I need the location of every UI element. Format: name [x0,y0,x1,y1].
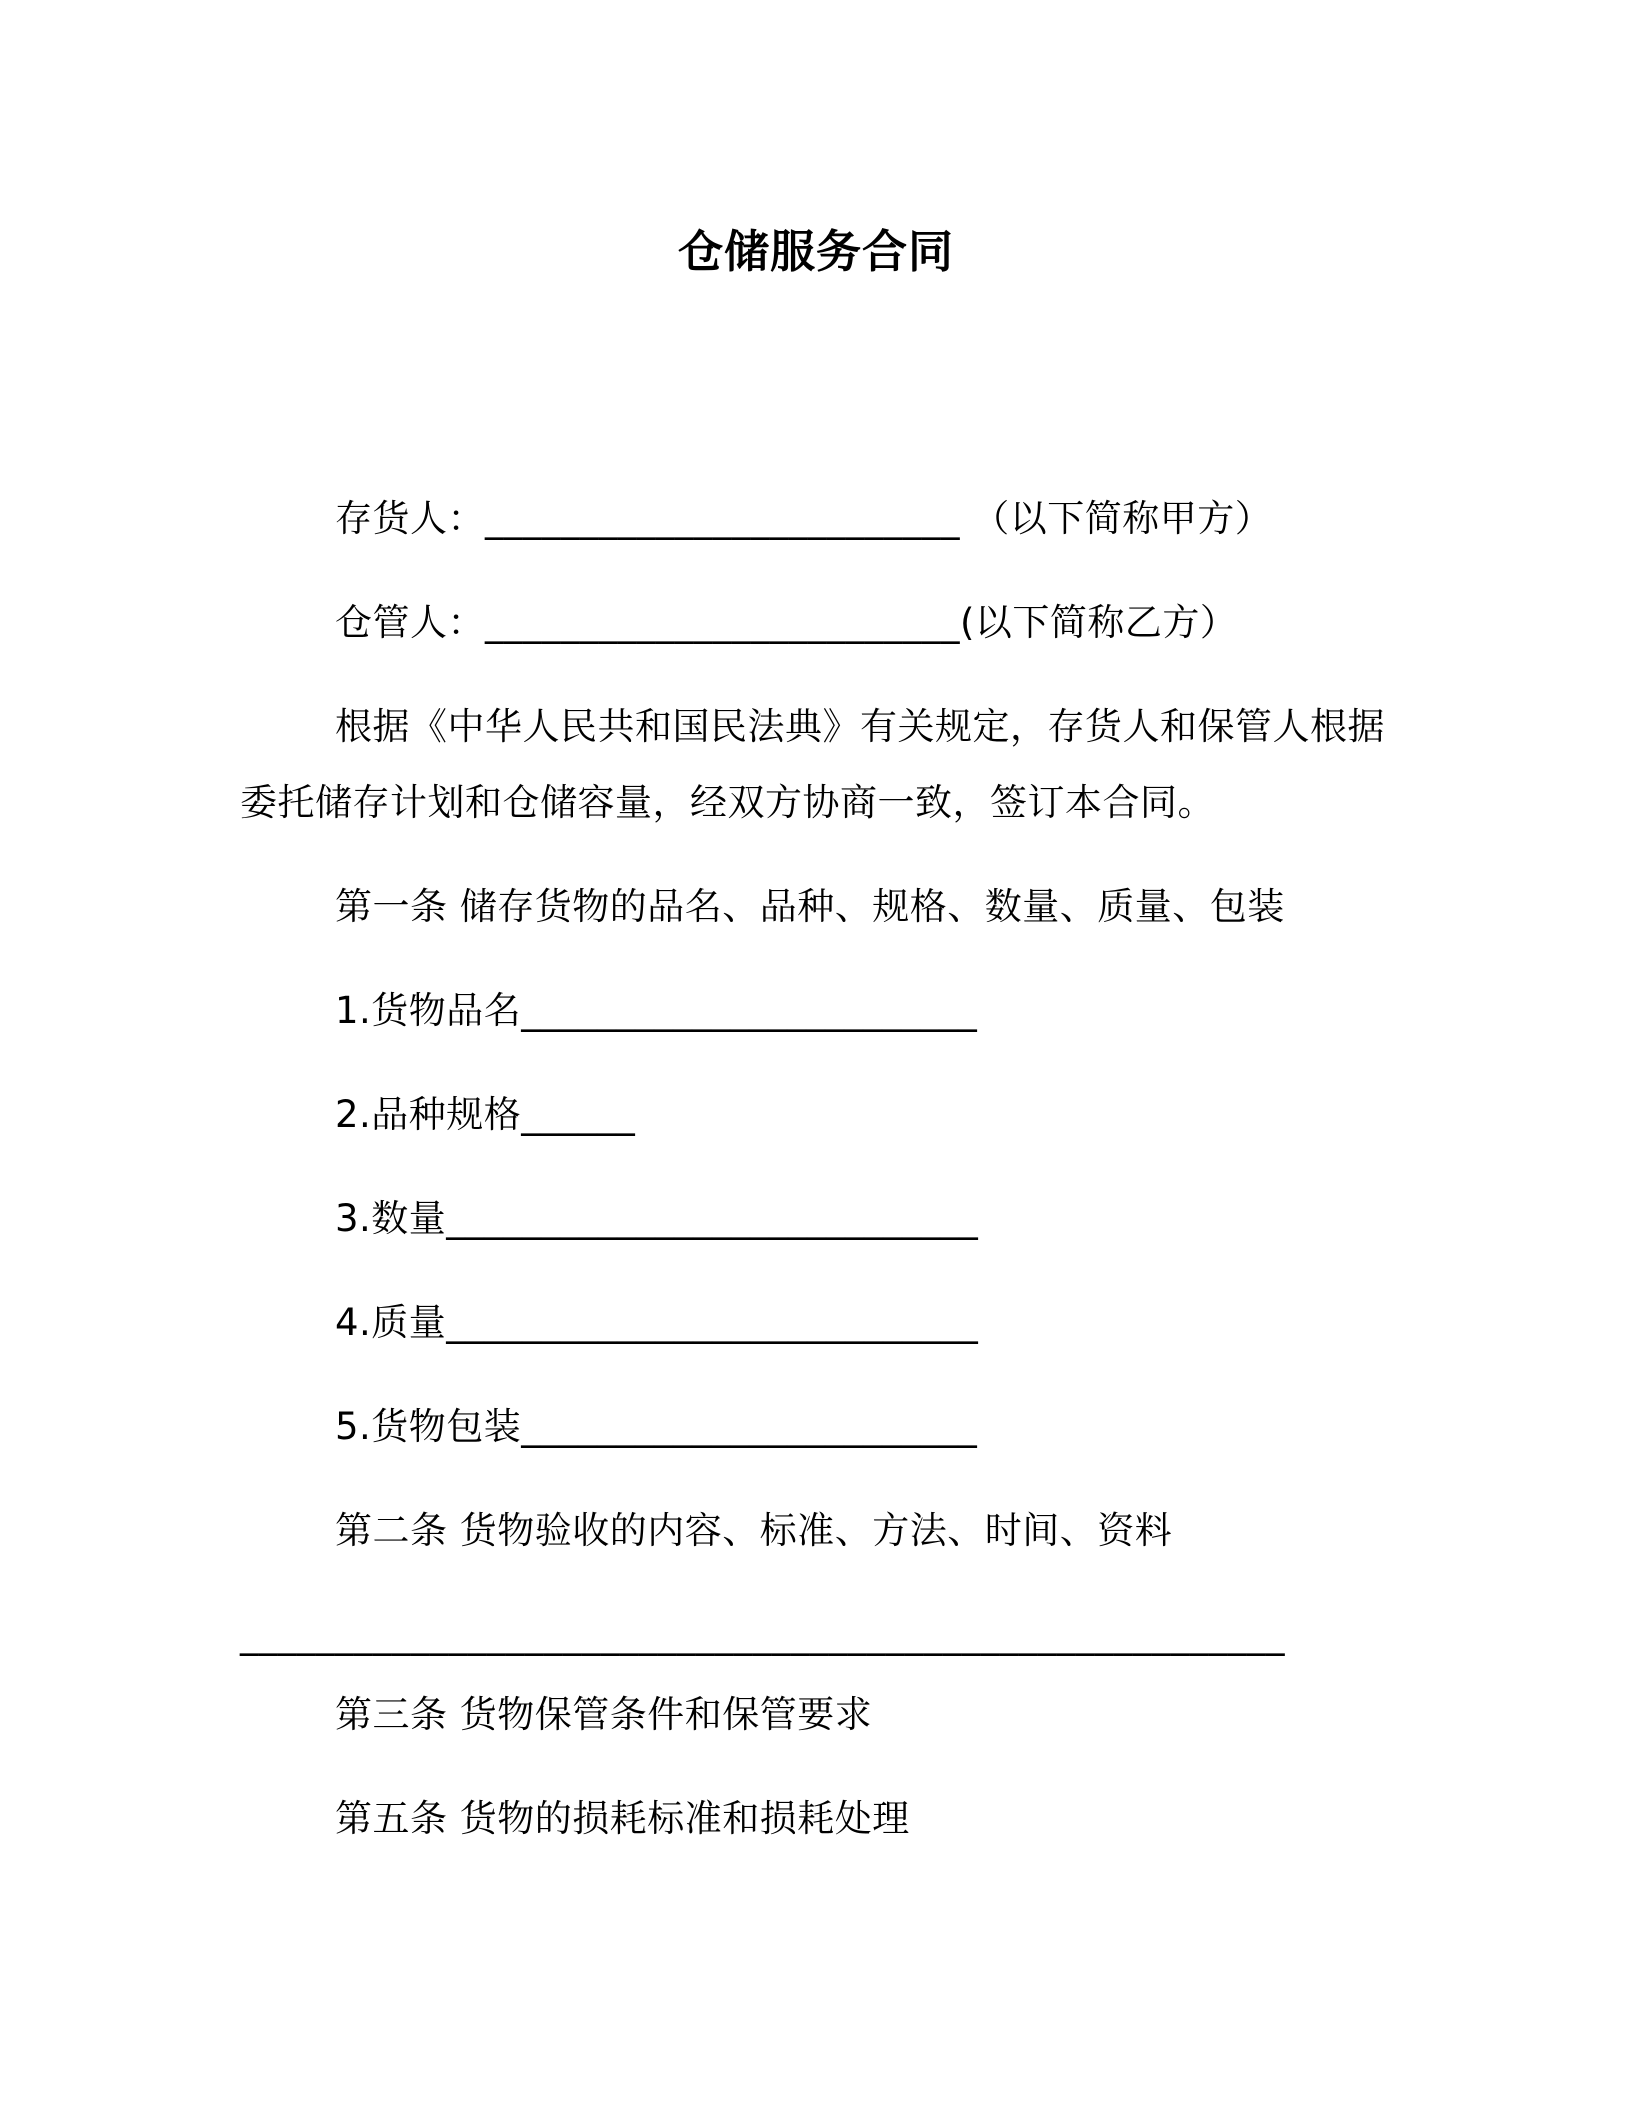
preamble-line-1: 根据《中华人民共和国民法典》有关规定，存货人和保管人根据 [335,705,1385,748]
article-3-heading: 第三条 货物保管条件和保管要求 [335,1693,873,1736]
preamble-line-2: 委托储存计划和仓储容量，经双方协商一致，签订本合同。 [240,781,1215,824]
document-title: 仓储服务合同 [677,225,954,278]
item-quality: 4.质量____________________________ [335,1301,979,1344]
article-2-heading: 第二条 货物验收的内容、标准、方法、时间、资料 [335,1509,1173,1552]
article-1-heading: 第一条 储存货物的品名、品种、规格、数量、质量、包装 [335,885,1285,928]
article-5-heading: 第五条 货物的损耗标准和损耗处理 [335,1797,910,1840]
warehouse-keeper-line: 仓管人：_________________________(以下简称乙方） [335,601,1238,644]
item-quantity: 3.数量____________________________ [335,1197,979,1240]
item-packaging: 5.货物包装________________________ [335,1405,978,1448]
article-2-blank-line: _______________________________________________________ [240,1613,1285,1656]
item-goods-name: 1.货物品名________________________ [335,989,978,1032]
depositor-line: 存货人：_________________________ （以下简称甲方） [335,497,1273,540]
item-variety-spec: 2.品种规格______ [335,1093,636,1136]
